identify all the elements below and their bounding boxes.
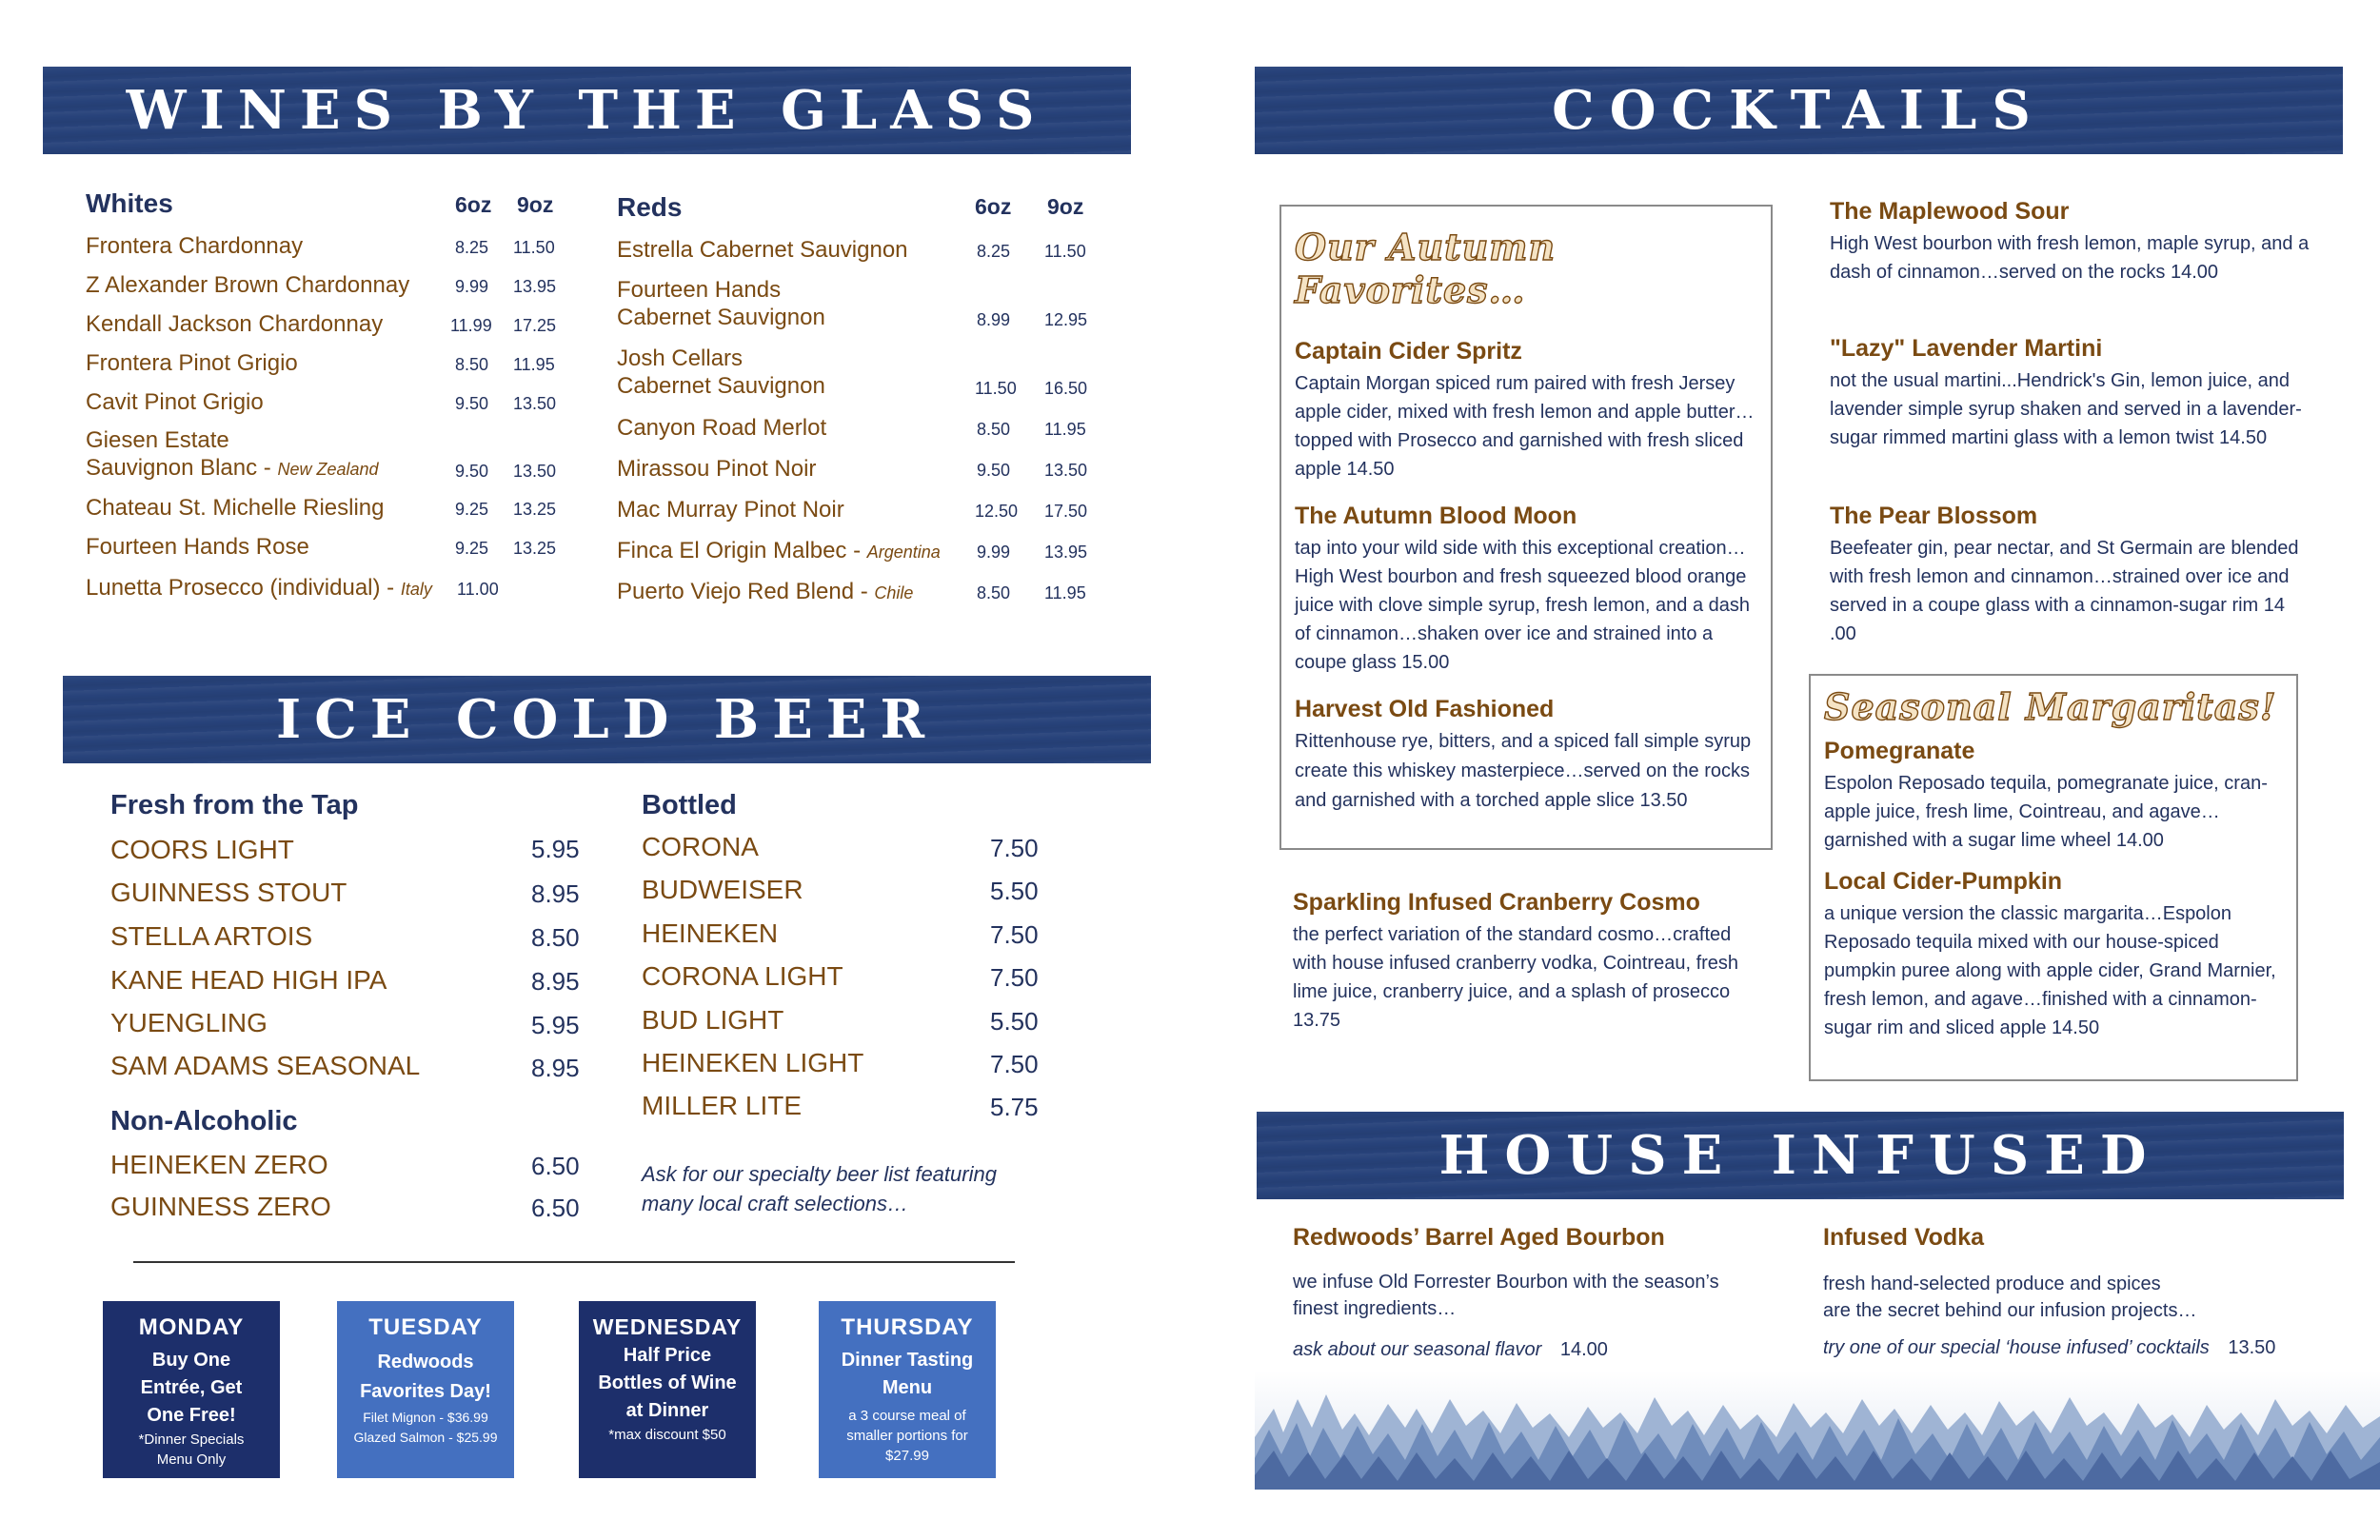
monday-small1: *Dinner Specials — [138, 1431, 245, 1448]
right-cocktail-2 — [1830, 503, 2315, 648]
right-cocktail-0-name: The Maplewood Sour — [1830, 198, 2070, 225]
beer-banner — [63, 676, 1151, 763]
bottled-price-3: 7.50 — [990, 963, 1039, 992]
reds-9oz-2: 16.50 — [1044, 379, 1088, 398]
whites-6oz-2: 11.99 — [450, 316, 492, 335]
whites-6oz-5: 9.50 — [455, 462, 489, 481]
specialty-beer-note — [642, 1159, 997, 1218]
bottled-price-2: 7.50 — [990, 920, 1039, 949]
bottled-name-6: MILLER LITE — [642, 1091, 803, 1120]
whites-6oz-7: 9.25 — [455, 539, 489, 558]
bottled-price-0: 7.50 — [990, 834, 1039, 862]
infused-bourbon-line1: we infuse Old Forrester Bourbon with the season’s — [1293, 1272, 1719, 1293]
tap-heading: Fresh from the Tap — [110, 790, 359, 820]
reds-6oz-2: 11.50 — [975, 379, 1017, 398]
right-cocktail-1 — [1830, 335, 2315, 452]
whites-9oz-1: 13.95 — [513, 277, 557, 296]
whites-6oz-4: 9.50 — [455, 394, 489, 413]
reds-6oz-7: 8.50 — [977, 583, 1011, 602]
reds-9oz-4: 13.50 — [1044, 461, 1088, 480]
margarita-item-1-name: Local Cider-Pumpkin — [1824, 868, 2063, 895]
tuesday-small1: Filet Mignon - $36.99 — [363, 1410, 488, 1425]
whites-name-5 — [86, 426, 379, 484]
nonalc-name-0: HEINEKEN ZERO — [110, 1150, 328, 1179]
whites-name-6: Chateau St. Michelle Riesling — [86, 495, 385, 521]
reds-9oz-1: 12.95 — [1044, 310, 1088, 329]
reds-6oz-4: 9.50 — [977, 461, 1011, 480]
reds-9oz-3: 11.95 — [1044, 420, 1086, 439]
whites-6oz-3: 8.50 — [455, 355, 489, 374]
whites-name-0: Frontera Chardonnay — [86, 233, 304, 259]
tap-name-4: YUENGLING — [110, 1008, 268, 1037]
beer-divider — [133, 1261, 1015, 1263]
infused-banner — [1257, 1112, 2344, 1199]
right-cocktail-0-desc: High West bourbon with fresh lemon, maple syrup, and a dash of cinnamon…served on the rocks 14.00 — [1830, 233, 2310, 283]
reds-name-6-text: Finca El Origin Malbec - — [617, 538, 867, 563]
reds-name-2 — [617, 345, 825, 400]
autumn-item-2-name: Harvest Old Fashioned — [1295, 696, 1555, 722]
whites-9oz-6: 13.25 — [513, 500, 557, 519]
reds-origin-6: Argentina — [866, 543, 941, 562]
tuesday-special-card — [337, 1301, 514, 1478]
infused-vodka-note: try one of our special ‘house infused’ cocktails — [1823, 1337, 2210, 1358]
bottled-price-5: 7.50 — [990, 1050, 1039, 1078]
infused-bourbon-line2: finest ingredients… — [1293, 1298, 1457, 1319]
nonalc-price-1: 6.50 — [531, 1194, 580, 1222]
whites-name-5-varietal: Sauvignon Blanc - — [86, 455, 278, 481]
whites-9oz-2: 17.25 — [513, 316, 557, 335]
tap-price-5: 8.95 — [531, 1054, 580, 1082]
tap-name-3: KANE HEAD HIGH IPA — [110, 965, 387, 995]
bottled-name-2: HEINEKEN — [642, 918, 779, 948]
autumn-item-1 — [1295, 503, 1757, 677]
whites-6oz-0: 8.25 — [455, 238, 489, 257]
right-cocktail-1-desc: not the usual martini...Hendrick's Gin, lemon juice, and lavender simple syrup shaken and served in a lavender-sugar rimmed martini glass with a lemon twist 14.50 — [1830, 370, 2302, 448]
right-cocktail-2-desc: Beefeater gin, pear nectar, and St Germain are blended with fresh lemon and cinnamon…strained over ice and served in a coupe glass with a cinnamon-sugar rim 14 .00 — [1830, 538, 2299, 644]
cosmo-name: Sparkling Infused Cranberry Cosmo — [1293, 889, 1700, 916]
margarita-item-0 — [1824, 738, 2283, 855]
reds-name-4: Mirassou Pinot Noir — [617, 456, 817, 482]
whites-name-2: Kendall Jackson Chardonnay — [86, 311, 384, 337]
reds-9oz-5: 17.50 — [1044, 502, 1088, 521]
cosmo-desc: the perfect variation of the standard cosmo…crafted with house infused cranberry vodka, Cointreau, fresh lime juice, cranberry juice, and a splash of prosecco 13.75 — [1293, 924, 1739, 1031]
reds-name-7 — [617, 578, 913, 607]
infused-banner-title: HOUSE INFUSED — [1438, 1124, 2162, 1187]
reds-name-7-text: Puerto Viejo Red Blend - — [617, 579, 875, 604]
infused-bourbon — [1293, 1224, 1788, 1364]
specialty-beer-note-line1: Ask for our specialty beer list featuring — [642, 1162, 997, 1186]
cocktails-banner — [1255, 67, 2343, 154]
bottled-price-6: 5.75 — [990, 1093, 1039, 1121]
infused-vodka-note-row — [1823, 1333, 2337, 1362]
tuesday-line1: Redwoods — [377, 1352, 474, 1372]
whites-name-4: Cavit Pinot Grigio — [86, 389, 264, 415]
whites-name-5-line2 — [86, 454, 379, 484]
nonalc-price-0: 6.50 — [531, 1152, 580, 1180]
tap-price-0: 5.95 — [531, 835, 580, 863]
cocktails-banner-title: COCKTAILS — [1552, 79, 2046, 142]
monday-line1: Buy One — [151, 1350, 231, 1371]
autumn-item-0-desc: Captain Morgan spiced rum paired with fresh Jersey apple cider, mixed with fresh lemon and apple butter…topped with Prosecco and garnished with fresh sliced apple 14.50 — [1295, 373, 1755, 480]
thursday-line2: Menu — [882, 1377, 933, 1398]
right-cocktail-0 — [1830, 198, 2315, 286]
reds-heading: Reds — [617, 192, 683, 222]
whites-9oz-0: 11.50 — [513, 238, 555, 257]
whites-6oz-8: 11.00 — [457, 580, 499, 599]
reds-name-2-line2: Cabernet Sauvignon — [617, 373, 825, 399]
tap-price-1: 8.95 — [531, 879, 580, 908]
autumn-item-2 — [1295, 696, 1757, 816]
margarita-item-0-desc: Espolon Reposado tequila, pomegranate juice, cran-apple juice, fresh lime, Cointreau, and agave…garnished with a sugar lime wheel 14.00 — [1824, 773, 2268, 851]
wednesday-special-card — [579, 1301, 756, 1478]
tap-name-1: GUINNESS STOUT — [110, 878, 347, 907]
whites-6oz-6: 9.25 — [455, 500, 489, 519]
whites-origin-8: Italy — [400, 580, 432, 599]
reds-name-6 — [617, 537, 941, 566]
monday-day: MONDAY — [138, 1314, 245, 1340]
bottled-name-5: HEINEKEN LIGHT — [642, 1048, 864, 1077]
reds-col-6oz: 6oz — [975, 194, 1012, 219]
reds-name-2-line1: Josh Cellars — [617, 346, 744, 371]
right-cocktail-2-name: The Pear Blossom — [1830, 503, 2038, 529]
reds-6oz-1: 8.99 — [977, 310, 1011, 329]
infused-bourbon-price: 14.00 — [1559, 1339, 1608, 1360]
reds-name-1 — [617, 276, 825, 331]
autumn-item-0 — [1295, 338, 1757, 484]
wednesday-line1: Half Price — [623, 1345, 712, 1366]
tap-name-0: COORS LIGHT — [110, 835, 294, 864]
monday-line3: One Free! — [147, 1405, 236, 1426]
right-cocktail-1-name: "Lazy" Lavender Martini — [1830, 335, 2103, 362]
thursday-small3: $27.99 — [885, 1448, 929, 1464]
reds-name-0: Estrella Cabernet Sauvignon — [617, 237, 908, 263]
thursday-line1: Dinner Tasting — [841, 1350, 974, 1371]
tuesday-line2: Favorites Day! — [360, 1381, 491, 1402]
tap-price-2: 8.50 — [531, 923, 580, 952]
infused-bourbon-name: Redwoods’ Barrel Aged Bourbon — [1293, 1224, 1665, 1251]
cosmo-item — [1293, 889, 1759, 1035]
autumn-favorites-box — [1279, 205, 1773, 850]
bottled-price-4: 5.50 — [990, 1007, 1039, 1036]
autumn-item-0-name: Captain Cider Spritz — [1295, 338, 1522, 365]
specialty-beer-note-line2: many local craft selections… — [642, 1192, 908, 1215]
reds-origin-7: Chile — [874, 583, 914, 602]
infused-bourbon-note-row — [1293, 1335, 1788, 1364]
monday-small2: Menu Only — [156, 1451, 227, 1468]
bottled-name-1: BUDWEISER — [642, 875, 803, 904]
tuesday-small2: Glazed Salmon - $25.99 — [353, 1430, 498, 1445]
margarita-item-1 — [1824, 868, 2283, 1042]
infused-vodka — [1823, 1224, 2337, 1362]
forest-illustration — [1255, 1371, 2380, 1490]
reds-9oz-7: 11.95 — [1044, 583, 1086, 602]
reds-6oz-6: 9.99 — [977, 543, 1011, 562]
whites-9oz-7: 13.25 — [513, 539, 557, 558]
whites-name-5-line1: Giesen Estate — [86, 427, 229, 453]
infused-bourbon-note: ask about our seasonal flavor — [1293, 1339, 1542, 1360]
infused-vodka-name: Infused Vodka — [1823, 1224, 1985, 1251]
bottled-name-4: BUD LIGHT — [642, 1005, 784, 1035]
autumn-item-2-desc: Rittenhouse rye, bitters, and a spiced fall simple syrup create this whiskey masterpiece…served on the rocks and garnished with a torched apple slice 13.50 — [1295, 731, 1752, 811]
reds-6oz-5: 12.50 — [975, 502, 1019, 521]
wednesday-small1: *max discount $50 — [608, 1427, 726, 1443]
autumn-item-1-desc: tap into your wild side with this exceptional creation…High West bourbon and fresh squeezed blood orange juice with clove simple syrup, fresh lemon, and a dash of cinnamon…shaken over ice and strained into a coupe glass 15.00 — [1295, 538, 1751, 673]
whites-9oz-5: 13.50 — [513, 462, 557, 481]
reds-name-1-line1: Fourteen Hands — [617, 277, 782, 303]
bottled-name-3: CORONA LIGHT — [642, 961, 843, 991]
wines-banner-title: WINES BY THE GLASS — [126, 79, 1048, 142]
monday-line2: Entrée, Get — [140, 1377, 243, 1398]
beer-banner-title: ICE COLD BEER — [276, 688, 938, 751]
whites-name-3: Frontera Pinot Grigio — [86, 350, 298, 376]
whites-6oz-1: 9.99 — [455, 277, 489, 296]
whites-name-1: Z Alexander Brown Chardonnay — [86, 272, 410, 298]
whites-name-7: Fourteen Hands Rose — [86, 534, 309, 560]
thursday-small1: a 3 course meal of — [848, 1408, 966, 1424]
bottled-price-1: 5.50 — [990, 877, 1039, 905]
reds-6oz-3: 8.50 — [977, 420, 1011, 439]
tap-price-4: 5.95 — [531, 1011, 580, 1039]
whites-col-6oz: 6oz — [455, 192, 492, 217]
thursday-small2: smaller portions for — [846, 1428, 968, 1444]
tuesday-day: TUESDAY — [368, 1314, 483, 1340]
thursday-special-card — [819, 1301, 996, 1478]
nonalc-heading: Non-Alcoholic — [110, 1106, 298, 1136]
bottled-name-0: CORONA — [642, 832, 759, 861]
whites-origin-5: New Zealand — [277, 460, 379, 479]
infused-vodka-line1: fresh hand-selected produce and spices — [1823, 1273, 2161, 1294]
thursday-day: THURSDAY — [841, 1314, 974, 1340]
whites-9oz-3: 11.95 — [513, 355, 555, 374]
margaritas-box — [1809, 674, 2298, 1081]
reds-9oz-6: 13.95 — [1044, 543, 1088, 562]
whites-name-8-text: Lunetta Prosecco (individual) - — [86, 575, 401, 601]
reds-9oz-0: 11.50 — [1044, 242, 1086, 261]
reds-6oz-0: 8.25 — [977, 242, 1011, 261]
infused-vodka-price: 13.50 — [2228, 1337, 2276, 1358]
margarita-item-0-name: Pomegranate — [1824, 738, 1975, 764]
wednesday-day: WEDNESDAY — [592, 1314, 743, 1339]
nonalc-name-1: GUINNESS ZERO — [110, 1192, 331, 1221]
tap-price-3: 8.95 — [531, 967, 580, 996]
monday-special-card — [103, 1301, 280, 1478]
reds-col-9oz: 9oz — [1047, 194, 1084, 219]
margaritas-title: Seasonal Margaritas! — [1824, 685, 2277, 728]
autumn-item-1-name: The Autumn Blood Moon — [1295, 503, 1577, 529]
tap-name-2: STELLA ARTOIS — [110, 921, 313, 951]
wednesday-line2: Bottles of Wine — [598, 1372, 737, 1393]
reds-name-5: Mac Murray Pinot Noir — [617, 497, 844, 523]
reds-name-3: Canyon Road Merlot — [617, 415, 827, 441]
autumn-favorites-title: Our Autumn Favorites… — [1295, 226, 1557, 311]
margarita-item-1-desc: a unique version the classic margarita…Espolon Reposado tequila mixed with our house-spiced pumpkin puree along with apple cider, Grand Marnier, fresh lemon, and agave…finished with a cinnamon-sugar rim and sliced apple 14.50 — [1824, 903, 2276, 1038]
whites-9oz-4: 13.50 — [513, 394, 557, 413]
whites-heading: Whites — [86, 188, 173, 218]
infused-vodka-line2: are the secret behind our infusion projects… — [1823, 1300, 2197, 1321]
whites-col-9oz: 9oz — [517, 192, 554, 217]
whites-name-8 — [86, 574, 432, 603]
tap-name-5: SAM ADAMS SEASONAL — [110, 1051, 421, 1080]
wednesday-line3: at Dinner — [625, 1400, 709, 1421]
wines-banner — [43, 67, 1131, 154]
bottled-heading: Bottled — [642, 790, 737, 820]
reds-name-1-line2: Cabernet Sauvignon — [617, 305, 825, 330]
